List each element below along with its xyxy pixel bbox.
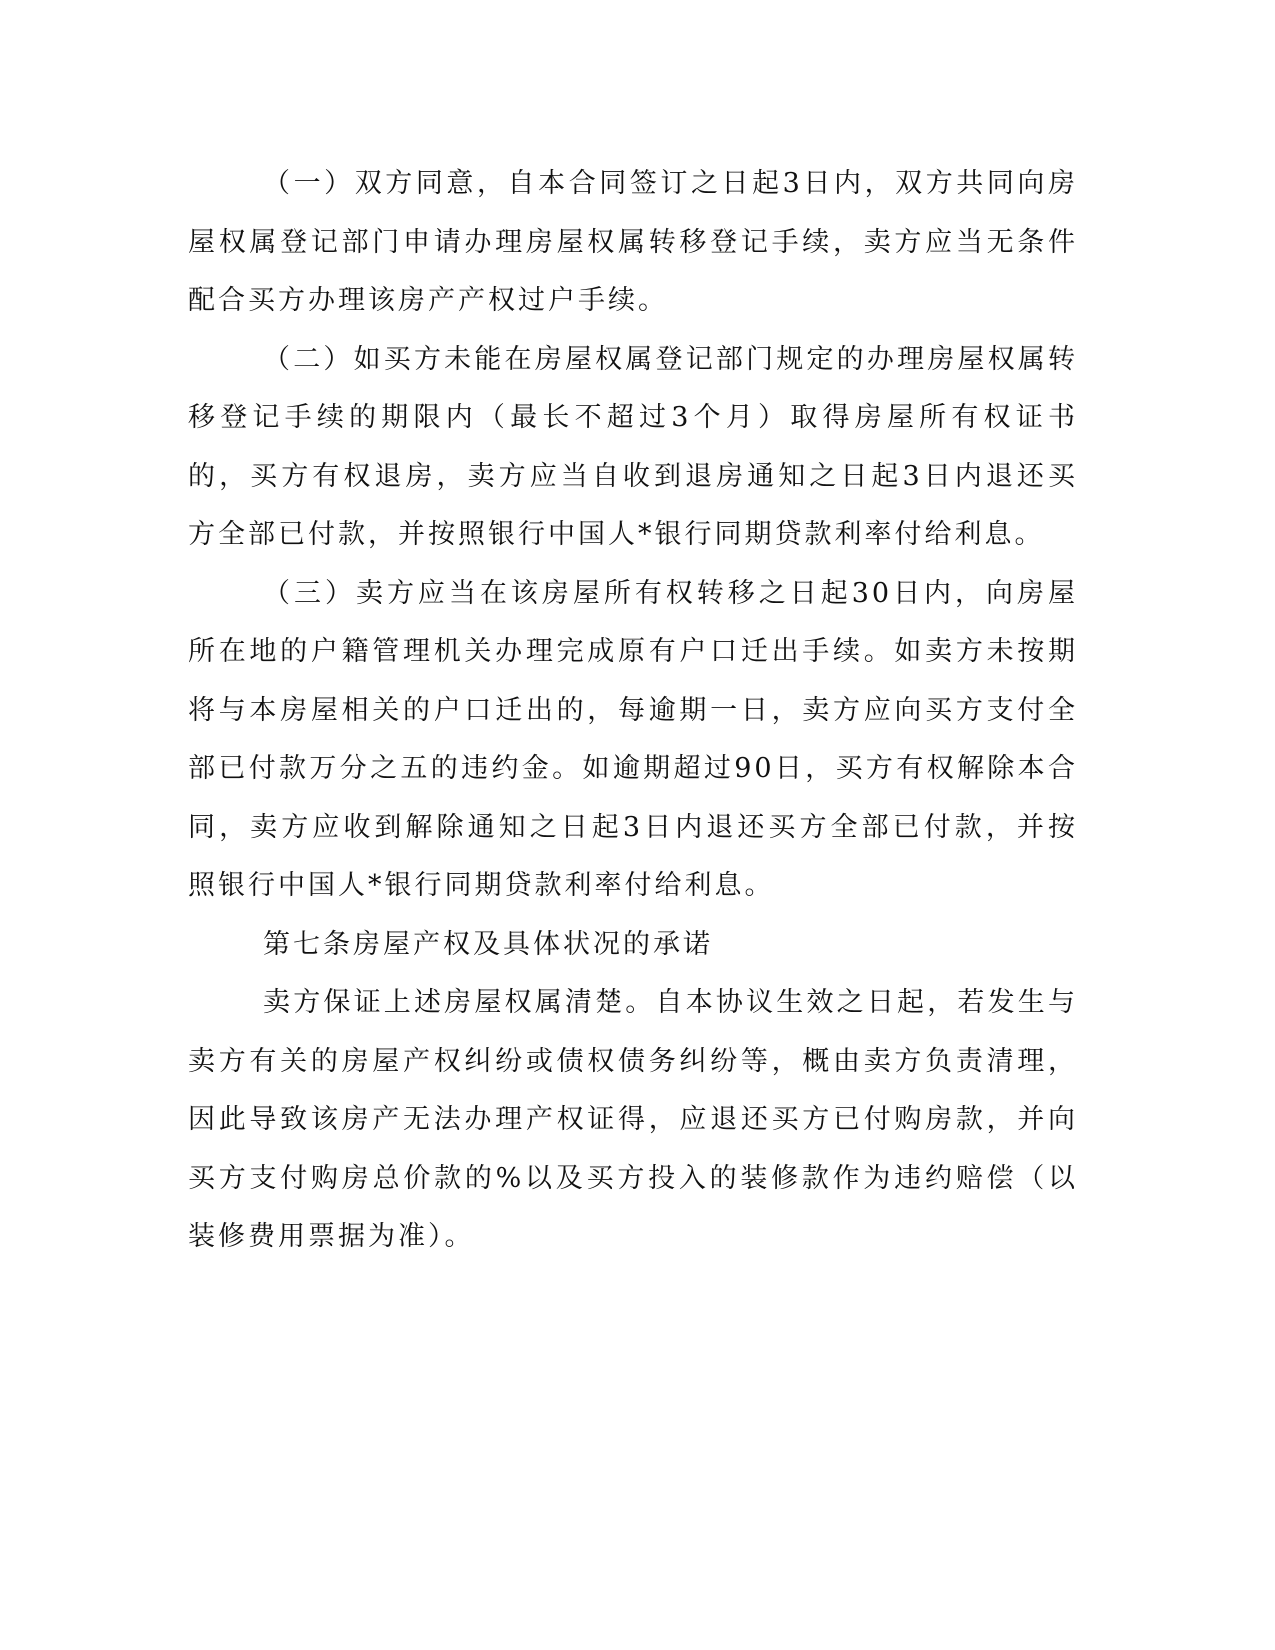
paragraph-seller-guarantee: 卖方保证上述房屋权属清楚。自本协议生效之日起，若发生与卖方有关的房屋产权纠纷或债权债务纠纷等，概由卖方负责清理，因此导致该房产无法办理产权证得，应退还买方已付购房款，并向买方支付购房总价款的%以及买方投入的装修款作为违约赔偿（以装修费用票据为准）。 (188, 987, 1078, 1252)
paragraph-clause-3: （三）卖方应当在该房屋所有权转移之日起30日内，向房屋所在地的户籍管理机关办理完成原有户口迁出手续。如卖方未按期将与本房屋相关的户口迁出的，每逾期一日，卖方应向买方支付全部已付款万分之五的违约金。如逾期超过90日，买方有权解除本合同，卖方应收到解除通知之日起3日内退还买方全部已付款，并按照银行中国人*银行同期贷款利率付给利息。 (188, 577, 1078, 901)
document-body (188, 155, 1078, 1267)
section-heading-article-7: 第七条房屋产权及具体状况的承诺 (263, 928, 713, 960)
paragraph-clause-1: （一）双方同意，自本合同签订之日起3日内，双方共同向房屋权属登记部门申请办理房屋权属转移登记手续，卖方应当无条件配合买方办理该房产产权过户手续。 (188, 168, 1078, 316)
paragraph-clause-2: （二）如买方未能在房屋权属登记部门规定的办理房屋权属转移登记手续的期限内（最长不超过3个月）取得房屋所有权证书的，买方有权退房，卖方应当自收到退房通知之日起3日内退还买方全部已付款，并按照银行中国人*银行同期贷款利率付给利息。 (188, 343, 1078, 550)
